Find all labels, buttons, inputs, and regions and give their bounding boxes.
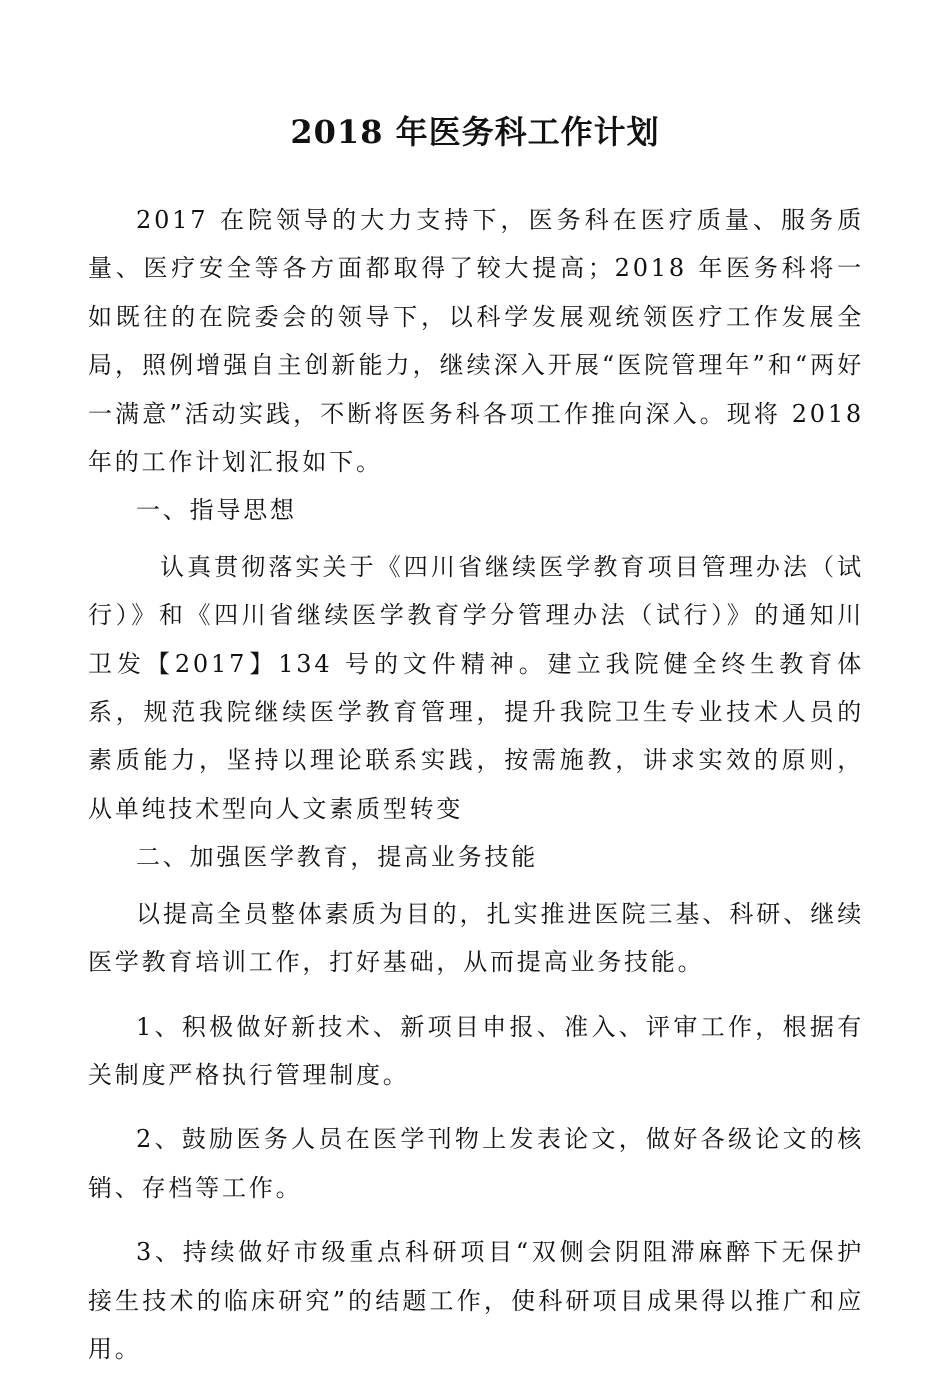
section-guiding-ideology-paragraph: 认真贯彻落实关于《四川省继续医学教育项目管理办法（试行）》和《四川省继续医学教育学分管理办法（试行）》的通知川卫发【2017】134 号的文件精神。建立我院健全终生教育体系，规范我院继续医学教育管理，提升我院卫生专业技术人员的素质能力，坚持以理论联系实践，按需施教，讲求实效的原则，从单纯技术型向人文素质型转变 (88, 552, 864, 823)
section-heading-medical-education: 二、加强医学教育，提高业务技能 (136, 843, 538, 872)
list-item: 1、积极做好新技术、新项目申报、准入、评审工作，根据有关制度严格执行管理制度。 (88, 1012, 864, 1089)
section-heading-guiding-ideology: 一、指导思想 (136, 496, 297, 525)
list-item: 2、鼓励医务人员在医学刊物上发表论文，做好各级论文的核销、存档等工作。 (88, 1125, 864, 1202)
intro-paragraph: 2017 在院领导的大力支持下，医务科在医疗质量、服务质量、医疗安全等各方面都取得了较大提高；2018 年医务科将一如既往的在院委会的领导下，以科学发展观统领医疗工作发展全局，照例增强自主创新能力，继续深入开展“医院管理年”和“两好一满意”活动实践，不断将医务科各项工作推向深入。现将 2018 年的工作计划汇报如下。 (88, 206, 864, 477)
list-item: 3、持续做好市级重点科研项目“双侧会阴阻滞麻醉下无保护接生技术的临床研究”的结题工作，使科研项目成果得以推广和应用。 (88, 1238, 864, 1363)
section-medical-education-paragraph: 以提高全员整体素质为目的，扎实推进医院三基、科研、继续医学教育培训工作，打好基础，从而提高业务技能。 (88, 899, 864, 977)
document-title: 2018 年医务科工作计划 (290, 113, 660, 152)
document-body (88, 196, 864, 1373)
